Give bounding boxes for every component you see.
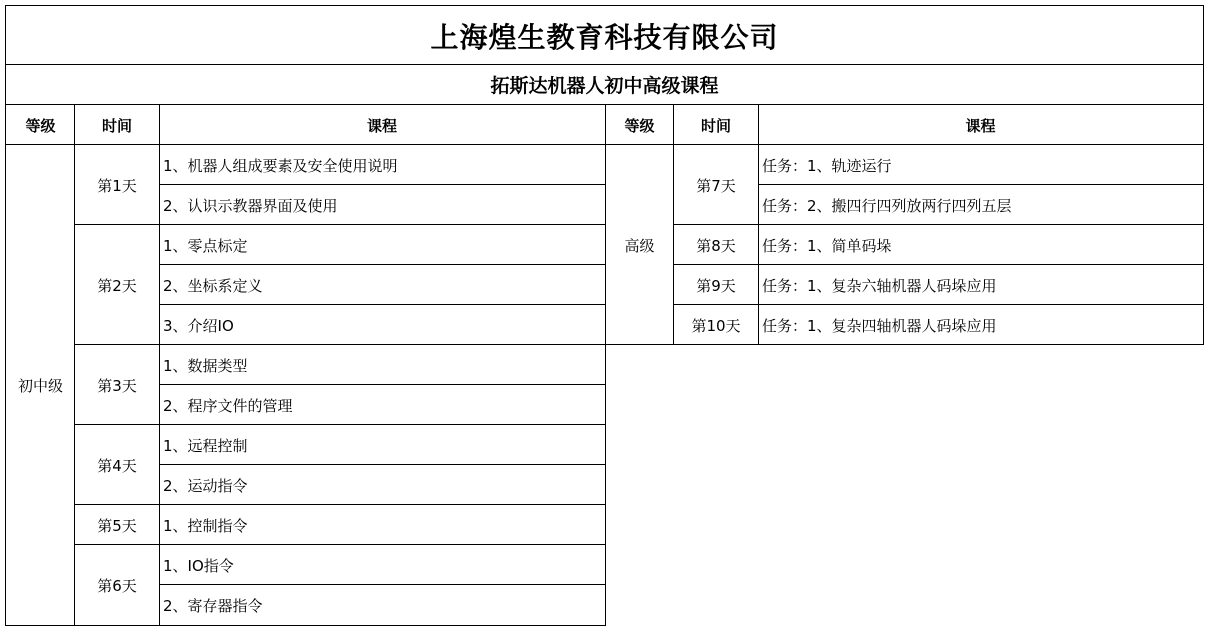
grid-line xyxy=(5,5,1204,6)
task-cell: 任务：1、简单码垛 xyxy=(762,236,892,255)
day-cell: 第9天 xyxy=(696,276,736,295)
grid-line xyxy=(1203,5,1204,345)
course-cell: 3、介绍IO xyxy=(163,316,234,335)
grid-line xyxy=(159,144,160,626)
grid-line xyxy=(605,104,606,145)
header-level-right: 等级 xyxy=(624,116,655,135)
course-cell: 1、远程控制 xyxy=(163,436,248,455)
course-cell: 2、认识示教器界面及使用 xyxy=(163,196,338,215)
header-time-right: 时间 xyxy=(700,116,731,135)
header-level: 等级 xyxy=(25,116,56,135)
course-cell: 1、控制指令 xyxy=(163,516,248,535)
grid-line xyxy=(758,144,759,345)
level-cell-beginner: 初中级 xyxy=(17,376,63,395)
grid-line xyxy=(159,584,606,585)
level-cell-advanced: 高级 xyxy=(624,236,655,255)
grid-line xyxy=(605,344,1204,345)
header-time: 时间 xyxy=(101,116,132,135)
grid-line xyxy=(159,264,606,265)
day-cell: 第2天 xyxy=(97,276,137,295)
day-cell: 第8天 xyxy=(696,236,736,255)
grid-line xyxy=(74,344,606,345)
grid-line xyxy=(159,184,606,185)
grid-line xyxy=(673,264,1204,265)
day-cell: 第1天 xyxy=(97,176,137,195)
day-cell: 第10天 xyxy=(691,316,741,335)
day-cell: 第6天 xyxy=(97,576,137,595)
course-cell: 2、程序文件的管理 xyxy=(163,396,293,415)
course-cell: 1、零点标定 xyxy=(163,236,248,255)
grid-line xyxy=(673,144,674,345)
task-cell: 任务：1、轨迹运行 xyxy=(762,156,892,175)
day-cell: 第4天 xyxy=(97,456,137,475)
grid-line xyxy=(74,144,75,626)
grid-line xyxy=(758,184,1204,185)
grid-line xyxy=(758,104,759,145)
course-cell: 2、寄存器指令 xyxy=(163,596,263,615)
grid-line xyxy=(159,464,606,465)
grid-line xyxy=(673,224,1204,225)
course-cell: 2、运动指令 xyxy=(163,476,248,495)
page-title: 上海煌生教育科技有限公司 xyxy=(430,20,779,54)
header-course: 课程 xyxy=(366,116,397,135)
course-cell: 2、坐标系定义 xyxy=(163,276,263,295)
task-cell: 任务：2、搬四行四列放两行四列五层 xyxy=(762,196,1012,215)
day-cell: 第3天 xyxy=(97,376,137,395)
grid-line xyxy=(74,224,606,225)
grid-line xyxy=(159,384,606,385)
grid-line xyxy=(673,104,674,145)
page-subtitle: 拓斯达机器人初中高级课程 xyxy=(490,75,719,97)
course-cell: 1、机器人组成要素及安全使用说明 xyxy=(163,156,398,175)
grid-line xyxy=(5,5,6,626)
task-cell: 任务：1、复杂四轴机器人码垛应用 xyxy=(762,316,997,335)
grid-line xyxy=(159,104,160,145)
grid-line xyxy=(74,424,606,425)
day-cell: 第5天 xyxy=(97,516,137,535)
grid-line xyxy=(605,144,606,626)
grid-line xyxy=(74,544,606,545)
day-cell: 第7天 xyxy=(696,176,736,195)
grid-line xyxy=(159,304,606,305)
task-cell: 任务：1、复杂六轴机器人码垛应用 xyxy=(762,276,997,295)
grid-line xyxy=(5,625,606,626)
header-course-right: 课程 xyxy=(965,116,996,135)
course-cell: 1、数据类型 xyxy=(163,356,248,375)
grid-line xyxy=(74,104,75,145)
course-cell: 1、IO指令 xyxy=(163,556,234,575)
grid-line xyxy=(5,64,1204,65)
grid-line xyxy=(74,504,606,505)
grid-line xyxy=(673,304,1204,305)
